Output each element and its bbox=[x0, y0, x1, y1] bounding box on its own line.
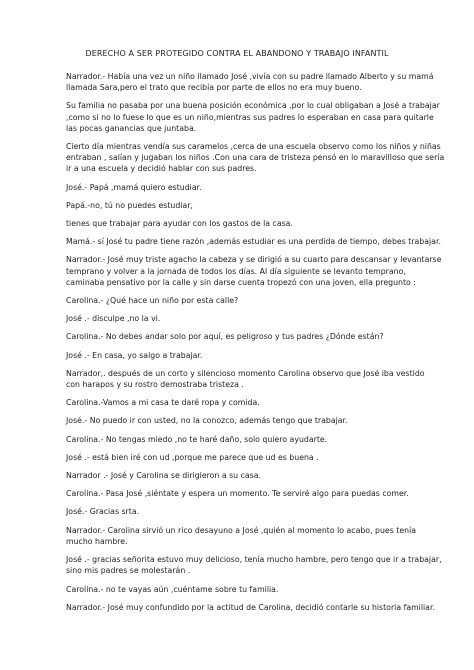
paragraph bbox=[66, 100, 440, 134]
text-line: Narrador .- José y Carolina se dirigieron a su casa. bbox=[66, 471, 261, 481]
text-line: Narrador.- Había una vez un niño llamado José ,vivía con su padre llamado Alberto y su mamá bbox=[66, 72, 434, 81]
paragraph bbox=[66, 602, 436, 613]
text-line: ,como si no lo fuese lo que es un niño,mientras sus padres lo esperaban en casa para quitarle bbox=[66, 112, 434, 122]
text-line: Narrador.- Carolina sirvió un rico desayuno a José ,quién al momento lo acabo, pues tenía bbox=[66, 525, 417, 535]
document-body bbox=[66, 71, 445, 613]
paragraph bbox=[66, 452, 436, 463]
text-line: José .- disculpe ,no la vi. bbox=[66, 314, 161, 324]
paragraph bbox=[66, 182, 436, 193]
text-line: Narrador,. después de un corto y silencioso momento Carolina observo que José iba vestido bbox=[66, 368, 425, 378]
text-line: sino mis padres se molestarán . bbox=[66, 566, 191, 576]
text-line: mucho hambre. bbox=[66, 536, 128, 546]
paragraph bbox=[66, 331, 436, 342]
paragraph bbox=[66, 506, 436, 517]
text-line: Narrador.- José muy triste agacho la cabeza y se dirigió a su cuarto para descansar y levantarse bbox=[66, 255, 442, 265]
text-line: llamada Sara,pero el trato que recibía por parte de ellos no era muy bueno. bbox=[66, 83, 362, 93]
text-line: caminaba pensativo por la calle y sin darse cuenta tropezó con una joven, ella pregunto : bbox=[66, 277, 416, 287]
text-line: temprano y volver a la jornada de todos los días. Al día siguiente se levanto temprano, bbox=[66, 266, 406, 276]
paragraph bbox=[66, 434, 436, 445]
paragraph bbox=[66, 525, 436, 547]
text-line: tienes que trabajar para ayudar con los gastos de la casa. bbox=[66, 219, 293, 229]
paragraph bbox=[66, 415, 436, 426]
paragraph bbox=[66, 254, 442, 288]
text-line: José.- No puedo ir con usted, no la conozco, además tengo que trabajar. bbox=[66, 416, 348, 426]
text-line: José .- está bien iré con ud ,porque me parece que ud es buena . bbox=[66, 452, 319, 462]
paragraph bbox=[66, 554, 442, 576]
paragraph bbox=[66, 236, 441, 247]
text-line: José.- Gracias srta. bbox=[66, 507, 140, 517]
paragraph bbox=[66, 295, 436, 306]
text-line: Mamá.- sí José tu padre tiene razón ,además estudiar es una perdida de tiempo, debes trabajar. bbox=[66, 237, 441, 247]
text-line: Carolina.- No debes andar solo por aquí, es peligroso y tus padres ¿Dónde están? bbox=[66, 332, 384, 342]
text-line: Carolina.- no te vayas aún ,cuéntame sobre tu familia. bbox=[66, 584, 279, 594]
text-line: Carolina.-Vamos a mi casa te daré ropa y comida. bbox=[66, 398, 260, 408]
text-line: entraban , salían y jugaban los niños .Con una cara de tristeza pensó en lo maravilloso que sería bbox=[66, 153, 445, 163]
text-line: Su familia no pasaba por una buena posición económica ,por lo cual obligaban a José a trabajar bbox=[66, 101, 440, 111]
paragraph bbox=[66, 218, 436, 229]
paragraph bbox=[66, 200, 436, 211]
paragraph bbox=[66, 141, 445, 175]
text-line: José .- En casa, yo salgo a trabajar. bbox=[66, 350, 203, 360]
paragraph bbox=[66, 71, 436, 93]
paragraph bbox=[66, 488, 436, 499]
paragraph bbox=[66, 368, 436, 390]
text-line: ir a una escuela y decidió hablar con sus padres. bbox=[66, 164, 257, 174]
paragraph bbox=[66, 584, 436, 595]
text-line: Carolina.- ¿Qué hace un niño por esta calle? bbox=[66, 296, 239, 306]
text-line: las pocas ganancias que juntaba. bbox=[66, 123, 197, 133]
text-line: José.- Papá ,mamá quiero estudiar. bbox=[66, 182, 202, 192]
paragraph bbox=[66, 470, 436, 481]
document-title: DERECHO A SER PROTEGIDO CONTRA EL ABANDONO Y TRABAJO INFANTIL bbox=[85, 49, 389, 58]
text-line: con harapos y su rostro demostraba tristeza . bbox=[66, 380, 244, 390]
paragraph bbox=[66, 313, 436, 324]
text-line: Carolina.- Pasa José ,siéntate y espera un momento. Te serviré algo para puedas comer. bbox=[66, 489, 409, 499]
text-line: Carolina.- No tengas miedo ,no te haré daño, solo quiero ayudarte. bbox=[66, 434, 328, 444]
text-line: Cierto día mientras vendía sus caramelos ,cerca de una escuela observo como los niños y niñas bbox=[66, 142, 441, 152]
paragraph bbox=[66, 397, 436, 408]
text-line: Papá.-no, tú no puedes estudiar, bbox=[66, 200, 193, 210]
text-line: Narrador.- José muy confundido por la actitud de Carolina, decidió contarle su historia familiar. bbox=[66, 602, 435, 612]
text-line: José .- gracias señorita estuvo muy delicioso, tenía mucho hambre, pero tengo que ir a trabajar, bbox=[66, 555, 442, 565]
paragraph bbox=[66, 350, 436, 361]
